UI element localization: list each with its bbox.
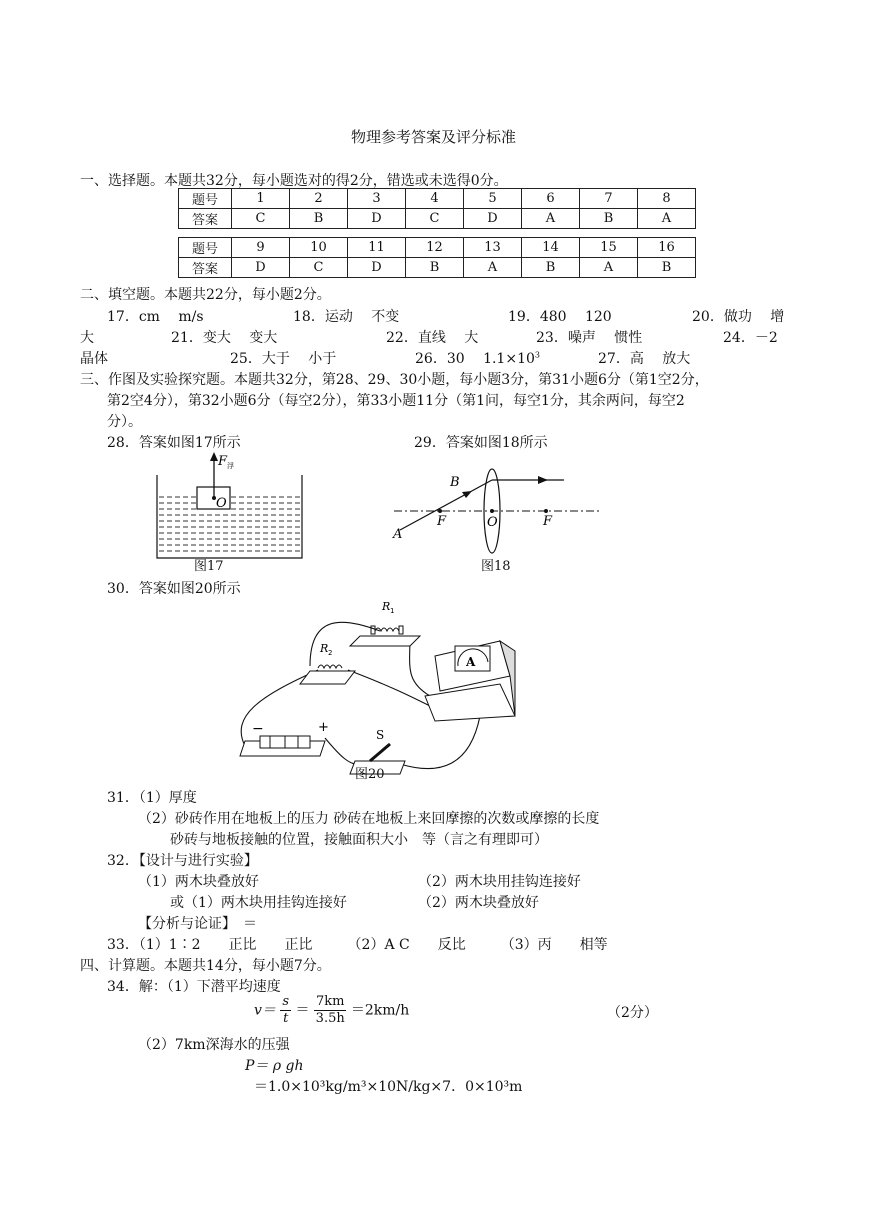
section3-heading-line3: 分）。 xyxy=(107,414,142,430)
velocity-equation: v＝ $\frac{s}{t}$ ＝ $\frac{7km}{3.5h}$ ＝2km/h xyxy=(254,994,410,1026)
answer-26-text: 26．30 1.1×10 xyxy=(415,351,535,367)
section1-heading: 一、选择题。本题共32分，每小题选对的得2分，错选或未选得0分。 xyxy=(80,173,508,189)
answer-22: 22．直线 大 xyxy=(386,330,479,346)
table-cell: C xyxy=(232,209,290,229)
answer-33: 33．（1）1∶2 正比 正比 （2）A C 反比 （3）丙 相等 xyxy=(107,937,608,953)
table-cell: D xyxy=(348,258,406,278)
table-cell: 16 xyxy=(638,238,696,258)
answer-34-1: 34．解：（1）下潜平均速度 xyxy=(107,979,281,995)
answer-27: 27．高 放大 xyxy=(598,351,691,367)
table-cell: B xyxy=(522,258,580,278)
table-cell: 2 xyxy=(290,189,348,209)
answer-table-1 xyxy=(178,188,696,229)
figure-18-label-b: B xyxy=(450,475,460,490)
table-row xyxy=(179,238,696,258)
table-cell: B xyxy=(406,258,464,278)
answer-32-analysis: 【分析与论证】 ＝ xyxy=(138,916,257,932)
figure-20-r1-label: R xyxy=(382,600,391,613)
table-header-cell: 答案 xyxy=(179,258,232,278)
figure-17-point-label: O xyxy=(216,496,227,511)
table-cell: 15 xyxy=(580,238,638,258)
table-header-cell: 题号 xyxy=(179,238,232,258)
figure-20-battery-plus: + xyxy=(318,720,329,735)
answer-32-option1a: （1）两木块叠放好 xyxy=(138,874,259,890)
table-cell: A xyxy=(522,209,580,229)
section3-heading-line1: 三、作图及实验探究题。本题共32分，第28、29、30小题，每小题3分，第31小题6分（第1空2分， xyxy=(80,372,709,388)
pressure-substitution: ＝1.0×10³kg/m³×10N/kg×7．0×10³m xyxy=(254,1079,523,1095)
table-header-cell: 答案 xyxy=(179,209,232,229)
answer-19: 19．480 120 xyxy=(508,309,612,325)
figure-18-label-a: A xyxy=(393,527,403,542)
table-cell: D xyxy=(348,209,406,229)
figure-18-label-o: O xyxy=(487,515,498,530)
table-cell: A xyxy=(580,258,638,278)
answer-26-exponent: 3 xyxy=(534,350,540,360)
table-cell: 12 xyxy=(406,238,464,258)
answer-32-option2a: 或（1）两木块用挂钩连接好 xyxy=(170,895,347,911)
table-cell: D xyxy=(232,258,290,278)
table-header-cell: 题号 xyxy=(179,189,232,209)
pressure-formula: P＝ ρ gh xyxy=(245,1058,304,1074)
table-cell: C xyxy=(406,209,464,229)
figure-18-lens xyxy=(388,462,603,562)
figure-17-force-subscript: 浮 xyxy=(227,462,234,470)
section4-heading: 四、计算题。本题共14分，每小题7分。 xyxy=(80,958,331,974)
figure-18-caption: 图18 xyxy=(481,559,511,574)
table-cell: 4 xyxy=(406,189,464,209)
fraction-denominator-t xyxy=(280,1011,291,1027)
figure-17-force-label: F xyxy=(218,454,228,469)
figure-20-battery-minus: − xyxy=(252,721,264,737)
answer-29: 29．答案如图18所示 xyxy=(414,435,548,451)
answer-24: 24．－2 xyxy=(723,330,778,346)
answer-21: 21．变大 变大 xyxy=(171,330,278,346)
velocity-symbol: v＝ xyxy=(254,1002,276,1019)
table-cell: B xyxy=(580,209,638,229)
table-cell: 11 xyxy=(348,238,406,258)
fraction-numerator-value: 7km xyxy=(315,994,345,1009)
table-cell: 14 xyxy=(522,238,580,258)
figure-20-r2-label: R xyxy=(320,642,329,655)
table-cell: 3 xyxy=(348,189,406,209)
table-cell: 1 xyxy=(232,189,290,209)
table-row xyxy=(179,189,696,209)
figure-18-label-f-right: F xyxy=(543,514,553,529)
answer-20-cont: 大 xyxy=(80,330,94,346)
velocity-result: ＝2km/h xyxy=(350,1002,410,1019)
answer-17: 17．cm m/s xyxy=(107,309,204,325)
answer-20: 20．做功 增 xyxy=(692,309,785,325)
section3-heading-line2: 第2空4分），第32小题6分（每空2分），第33小题11分（第1问，每空1分，其余两问，每空2 xyxy=(107,393,685,409)
table-cell: 5 xyxy=(464,189,522,209)
fraction-values xyxy=(314,994,346,1027)
figure-20-r1-subscript: 1 xyxy=(390,607,395,615)
answer-25: 25．大于 小于 xyxy=(230,351,337,367)
symbol-t: t xyxy=(283,1011,289,1026)
answer-32-option2b: （2）两木块叠放好 xyxy=(418,895,539,911)
table-cell: 6 xyxy=(522,189,580,209)
answer-table-2 xyxy=(178,237,696,278)
fraction-numerator-s xyxy=(280,994,291,1011)
figure-17-caption: 图17 xyxy=(194,559,224,574)
answer-31-3: 砂砖与地板接触的位置，接触面积大小 等（言之有理即可） xyxy=(170,832,548,848)
figure-20-circuit xyxy=(230,596,530,778)
table-cell: 7 xyxy=(580,189,638,209)
answer-32-heading: 32．【设计与进行实验】 xyxy=(107,853,258,869)
table-row xyxy=(179,258,696,278)
fraction-s-over-t xyxy=(280,994,291,1027)
score-note: （2分） xyxy=(607,1005,658,1021)
table-cell: C xyxy=(290,258,348,278)
answer-23: 23．噪声 惯性 xyxy=(536,330,643,346)
page-title: 物理参考答案及评分标准 xyxy=(351,128,517,146)
answer-26 xyxy=(415,348,540,368)
answer-18: 18．运动 不变 xyxy=(293,309,400,325)
answer-31-2: （2）砂砖作用在地板上的压力 砂砖在地板上来回摩擦的次数或摩擦的长度 xyxy=(138,811,600,827)
figure-20-r2-subscript: 2 xyxy=(328,649,333,657)
figure-18-label-f-left: F xyxy=(437,514,447,529)
answer-34-2: （2）7km深海水的压强 xyxy=(138,1037,290,1053)
table-cell: D xyxy=(464,209,522,229)
figure-17-buoyancy xyxy=(150,450,310,575)
table-cell: B xyxy=(638,258,696,278)
answer-31-1: 31．（1）厚度 xyxy=(107,790,197,806)
table-cell: 10 xyxy=(290,238,348,258)
answer-30: 30．答案如图20所示 xyxy=(107,581,241,597)
symbol-s: s xyxy=(282,994,290,1009)
section2-heading: 二、填空题。本题共22分，每小题2分。 xyxy=(80,287,331,303)
figure-20-switch-label: S xyxy=(376,728,385,742)
table-cell: A xyxy=(638,209,696,229)
fraction-denominator-value: 3.5h xyxy=(315,1011,345,1026)
table-cell: 13 xyxy=(464,238,522,258)
answer-24-cont: 晶体 xyxy=(80,351,108,367)
answer-28: 28．答案如图17所示 xyxy=(107,435,241,451)
table-cell: A xyxy=(464,258,522,278)
table-cell: B xyxy=(290,209,348,229)
figure-20-ammeter-label: A xyxy=(466,655,476,669)
table-row xyxy=(179,209,696,229)
figure-20-caption: 图20 xyxy=(355,767,385,782)
answer-32-option1b: （2）两木块用挂钩连接好 xyxy=(418,874,581,890)
table-cell: 8 xyxy=(638,189,696,209)
table-cell: 9 xyxy=(232,238,290,258)
